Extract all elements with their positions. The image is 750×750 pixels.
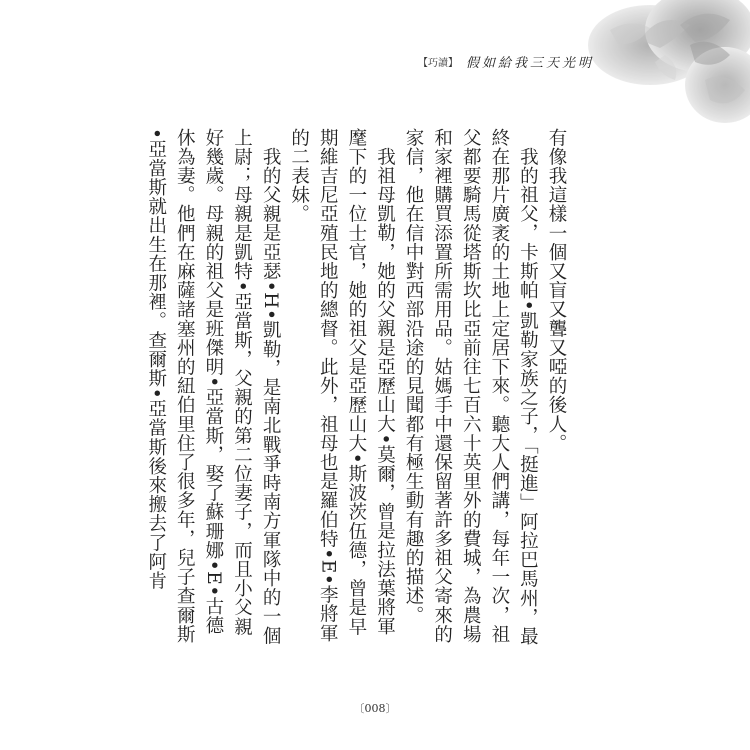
- paragraph-3: 我祖母凱勒，她的父親是亞歷山大•莫爾，曾是拉法葉將軍麾下的一位士官，她的祖父是亞歷山大•斯波茨伍德，曾是早期維吉尼亞殖民地的總督。此外，祖母也是羅伯特•E•李將軍的二表妹。: [288, 128, 396, 643]
- paragraph-4: 我的父親是亞瑟•H•凱勒，是南北戰爭時南方軍隊中的一個上尉；母親是凱特•亞當斯，父親的第二位妻子，而且小父親好幾歲。母親的祖父是班傑明•亞當斯，娶了蘇珊娜•E•古德休為妻。他們在麻薩諸塞州的紐伯里住了很多年，兒子查爾斯•亞當斯就出生在那裡。查爾斯•亞當斯後來搬去了阿肯: [145, 128, 282, 645]
- running-header: [418, 52, 594, 70]
- page-number: 〔008〕: [353, 702, 397, 715]
- header-book-title: 假如給我三天光明: [466, 55, 595, 71]
- paragraph-1: 有像我這樣一個又盲又聾又啞的後人。: [546, 128, 567, 453]
- header-series-tag: 【巧讀】: [418, 57, 458, 69]
- paragraph-2: 我的祖父，卡斯帕•凱勒家族之子，「挺進」阿拉巴馬州，最終在那片廣袤的土地上定居下來。聽大人們講，每年一次，祖父都要騎馬從塔斯坎比亞前往七百六十英里外的費城，為農場和家裡購買添置所需用品。姑媽手中還保留著許多祖父寄來的家信，他在信中對西部沿途的見聞都有極生動有趣的描述。: [403, 128, 539, 646]
- vertical-body-text: [145, 128, 570, 648]
